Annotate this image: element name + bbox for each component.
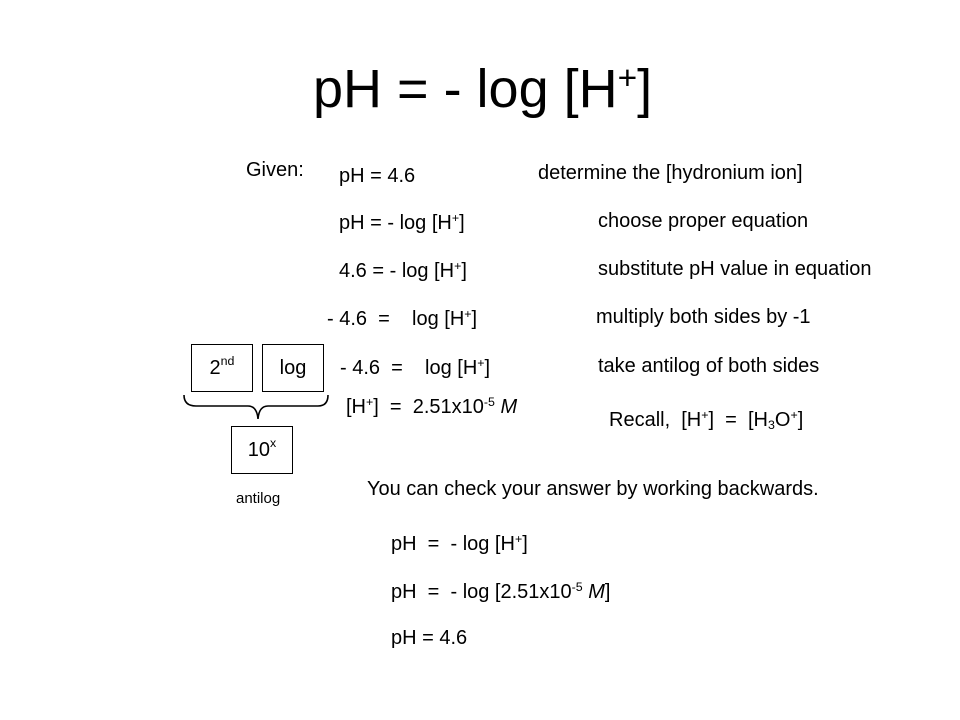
step-note: take antilog of both sides	[598, 355, 820, 377]
calculator-key-log: log	[262, 344, 324, 392]
check-result: pH = 4.6	[391, 627, 468, 649]
step-equation: pH = - log [H+]	[339, 211, 465, 234]
check-equation: pH = - $\log [2.51x10^{-5}$ M]	[391, 580, 611, 603]
check-equation: pH = - log [H+]	[391, 532, 528, 555]
given-value: pH = 4.6	[339, 165, 416, 187]
step-note: choose proper equation	[598, 210, 809, 232]
step-equation: - 4.6 = log [H+]	[340, 356, 491, 379]
calculator-key-2nd: 2 $^{nd}$	[191, 344, 253, 392]
step-equation: 4.6 = - log [H+]	[339, 259, 467, 282]
calculator-key-10x: 10 $^x$	[231, 426, 293, 474]
recall-note: Recall, $[H^+] = [H_3O^+]$	[609, 408, 804, 433]
check-intro: You can check your answer by working backwards.	[367, 478, 819, 500]
step-equation: - 4.6 = log [H+]	[327, 307, 478, 330]
result-equation: $[H^+] = 2.51x10^{-5}$ M	[346, 395, 518, 418]
antilog-caption: antilog	[236, 490, 281, 507]
given-goal: determine the [hydronium ion]	[538, 162, 803, 184]
given-label: Given:	[246, 159, 304, 181]
brace-icon	[182, 393, 332, 423]
page-title: pH = - log [H+]	[313, 59, 653, 119]
step-note: substitute pH value in equation	[598, 258, 872, 280]
step-note: multiply both sides by -1	[596, 306, 811, 328]
